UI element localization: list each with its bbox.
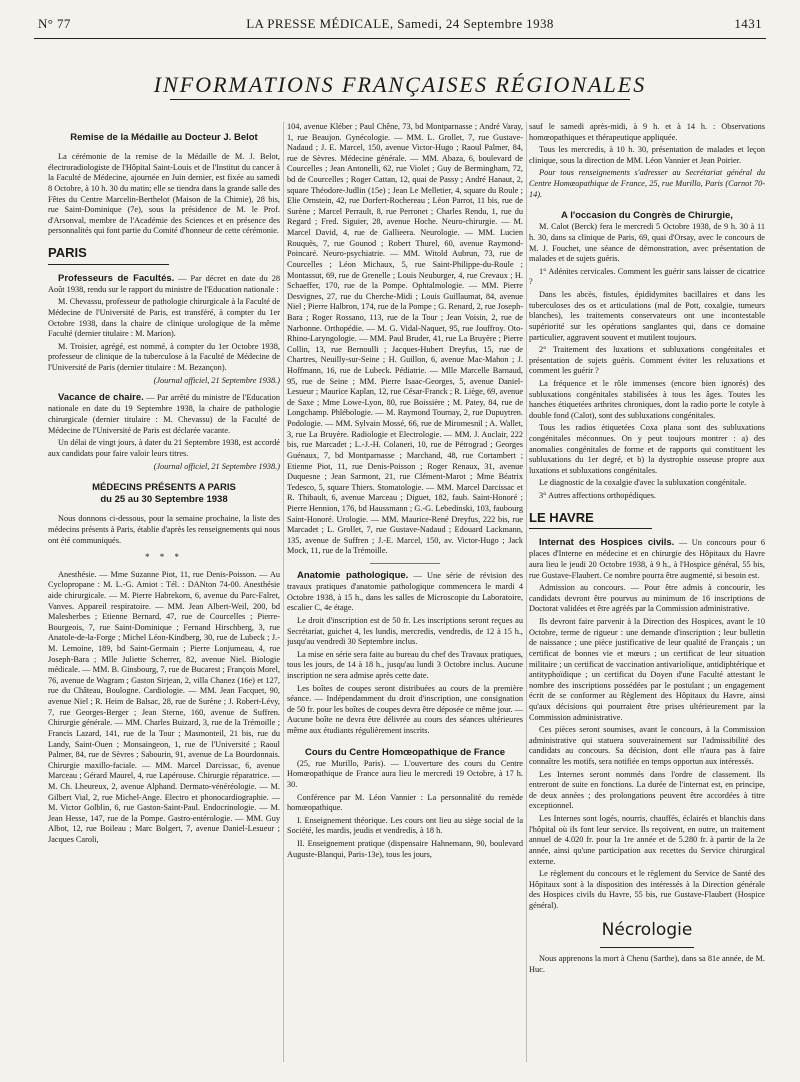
havre-p7: Le règlement du concours et le règlement du Service de Santé des Hôpitaux sont à la disposition des intéressés à la Direction générale des Hospices civils du Havre, 55 bis, rue Gustave-Flaubert (Hospice général). — [529, 869, 765, 910]
paris-rule — [48, 264, 169, 265]
professeurs-item-1: M. Chevassu, professeur de pathologie chirurgicale à la Faculté de Médecine de l'Université de Paris, est transféré, à compter du 1er Octobre 1938, dans la chaire de clinique urologique de la même Faculté (dernier titulaire : M. Marion). — [48, 297, 280, 339]
anatomie-text: — Une série de révision des travaux pratiques d'anatomie pathologique commencera le mardi 4 Octobre 1938, à 15 h., dans les salles de Microscopie du Laboratoire, escalier C, 4e étage. — [287, 570, 523, 613]
section-banner: INFORMATIONS FRANÇAISES RÉGIONALES — [153, 72, 647, 97]
vacance-source: (Journal officiel, 21 Septembre 1938.) — [153, 461, 280, 471]
belot-text: La cérémonie de la remise de la Médaille de M. J. Belot, électroradiologiste de l'Hôpital Saint-Louis et de l'Institut du cancer à la Faculté de Médecine, ajournée en Juin dernier, est fixée au samedi 8 Octobre, à 10 h. 30 du matin; elle se tiendra dans la grande salle des Fêtes du Centre Marcelin-Berthelot (Maison de la Chimie), 28 bis, rue Saint-Dominique (7e), sous la présidence de M. le Prof. d'Arsonval, membre de l'Académie des Sciences et en présence des personnalités qui font partie du Comité d'honneur de cette cérémonie. — [48, 152, 280, 236]
homeo-continued: sauf le samedi après-midi, à 9 h. et à 14 h. : Observations homœopathiques et thérapeutique appliquée. — [529, 122, 765, 142]
header-rule — [34, 38, 766, 39]
page-header — [38, 14, 762, 34]
vacance-text: — Par arrêté du ministre de l'Education nationale en date du 19 Septembre 1938, la chaire de pathologie chirurgicale (dernier titulaire : M. Chevassu) de la Faculté de Médecine de l'Université de Paris est déclarée vacante. — [48, 393, 280, 435]
homeo-continued-2: Tous les mercredis, à 10 h. 30, présentation de malades et leçon clinique, sous la direction de MM. Léon Vannier et Jean Poirier. — [529, 145, 765, 165]
anatomie-p2: Le droit d'inscription est de 50 fr. Les inscriptions seront reçues au Secrétariat, guichet 4, les lundis, mercredis, vendredis, de 12 à 15 h., jusqu'au vendredi 30 Septembre inclus. — [287, 615, 523, 647]
chirurgie-p2: Dans les abcès, fistules, épididymites bacillaires et dans les tuberculoses des os et articulations (mal de Pott, coxalgie, tumeurs blanches), les traitements conservateurs ont une incontestable supériorité sur les opérations sanglantes qui, dans ce domaine particulier, aggravent souvent et mutilent toujours. — [529, 290, 765, 342]
havre-p6: Les Internes sont logés, nourris, chauffés, éclairés et blanchis dans l'hôpital où ils font leur service. Ils reçoivent, en outre, un traitement annuel de 4.020 fr. pour la 1re année et de 5.280 fr. à partir de la 2e année, ainsi qu'une participation aux recettes du Service chirurgical externe. — [529, 814, 765, 866]
medecins-list: Anesthésie. — Mme Suzanne Piot, 11, rue Denis-Poisson. — Au Cyclopropane : M. L.-G. Amiot : Tél. : DANton 74-00. Anesthésie aide chirurgicale. — M. Pierre Habrekorn, 6, avenue du Parc-Falret, Vanves. Appareil respiratoire. — MM. Jean Albert-Weil, 200, bd Malesherbes ; Etienne Bernard, 47, rue de Courcelles ; Pierre-Bourgeois, 7, rue Saint-Dominique ; Fernand Hirschberg, 3, rue Anatole-de-la-Forge ; Michel Léon-Kindberg, 30, rue de Lubeck ; J.-M. Lemoine, 189, bd Saint-Germain ; Pierre Lonjumeau, 4, rue Joseph-Bara ; Mlle Juliette Scherrer, 82, avenue Niel. Biologie médicale. — MM. B. Ginsbourg, 7, rue de Bucarest ; François Morel, 76, avenue de Wagram ; Gaston Sirjean, 2, villa Chanez (16e) et 127, rue du Château, Boulogne. Cardiologie. — MM. Jean Facquet, 90, avenue Niel ; R. Heim de Balsac, 28, rue de Surène ; J. Robert-Lévy, 7, rue Georges-Berger ; Jean Sterne, 160, avenue de Suffren. Chirurgie générale. — MM. Charles Buizard, 3, rue de la Trémoille ; Francis Lazard, 141, rue de la Tour ; Masmonteil, 21 bis, rue du Landy, Saint-Ouen ; Monsaingeon, 1, rue de l'Université ; Raoul Palmer, 84, rue de Sèvres ; Sabourin, 91, avenue de La Bourdonnais. Chirurgie maxillo-faciale. — MM. Marcel Darcissac, 6, avenue Marceau ; Gérard Maurel, 4, rue Lapérouse. Chirurgie réparatrice. — M. Ch. Lheureux, 2, avenue Alphand. Dermato-vénéréologie. — M. Gilbert Vial, 2, rue Michel-Ange. Electro et phonocardiographie. — M. Victor Golblin, 6, rue Gaston-Saint-Paul. Endocrinologie. — M. Jean Hesse, 147, rue de la Pompe. Gastro-entérologie. — MM. Guy Albot, 12, rue Boileau ; Marc Bolgert, 7, avenue Daniel-Lesueur ; Jacques Caroli, — [48, 569, 280, 844]
chirurgie-p3: 2° Traitement des luxations et subluxations congénitales et présentation de sujets guéris. Comment éviter les reluxations et comment les guérir ? — [529, 345, 765, 376]
medecins-dates: du 25 au 30 Septembre 1938 — [100, 494, 228, 506]
medecins-list-continued: 104, avenue Kléber ; Paul Chêne, 73, bd Montparnasse ; André Varay, 1, rue Beaujon. Gynécologie. — MM. L. Grollet, 7, rue Gustave-Nadaud ; J. E. Marcel, 150, avenue Victor-Hugo ; Raoul Palmer, 84, rue de Sèvres. Médecine générale. — MM. Abaza, 6, boulevard de Courcelles ; Jean Antonelli, 62, rue Violet ; Guy de Bermingham, 72, bd de Courcelles ; Roger Cattan, 12, quai de Passy ; André Hanaut, 2, square Théodore-Judlin (15e) ; Jean Le Melletier, 4, square du Roule ; Elie Ornstein, 42, rue Dorfert-Rochereau ; Léon Parrot, 11 bis, rue de Surène ; Marcel Perrault, 8, rue Perronet ; Charles Rendu, 1, rue du Regard ; Fred. Siguier, 28, avenue Hoche. Neuro-chirurgie. — M. Marcel David, 4, rue de Gallieera. Neurologie. — MM. Lucien Rouquès, 7, rue Gounod ; Robert Thurel, 60, avenue Raymond-Poincaré. Neuro-psychiatrie. — MM. Witold Aubrun, 73, rue de Courcelles ; Léon Michaux, 5, rue Saint-Philippe-du-Roule ; Montassut, 69, rue de Grenelle ; Louis Neuburger, 4, rue Crevaux ; H. Schaeffer, 170, rue de la Pompe. Ophtalmologie. — MM. Pierre Desvignes, 27, rue du Cherche-Midi ; Louis Guillaumat, 84, avenue Niel ; Pierre Halbron, 174, rue de la Pompe ; G. Renard, 2, rue Joseph-Bara ; Roger Rossano, 113, rue de la Tour ; Jean Voisin, 2, rue de Narbonne. Orthopédie. — M. G. Vidal-Naquet, 95, rue Jouffroy. Oto-Rhino-Laryngologie. — MM. Paul Bruder, 41, rue La Bruyère ; Pierre Collin, 13, rue Bernoulli ; Jacques-Hubert Dreyfus, 15, rue de Chartres, Neuilly-sur-Seine ; H. Guillon, 6, avenue Mac-Mahon ; J. Hoffmann, 16, rue de Lubeck. Pédiatrie. — Mlle Marcelle Barnaud, 95, rue de Seine ; MM. Pierre Isaac-Georges, 5, avenue Daniel-Lesueur ; Maurice Kaplan, 12, rue César-Franck ; R. Liège, 69, avenue de Saxe ; Mme Lowe-Lyon, 80, rue Boissière ; M. Patey, 84, rue de Longchamp. Phlébologie. — M. Raymond Tournay, 2, rue Dupuytren. Podologie. — MM. Sylvain Mossé, 66, rue de Miromesnil ; A. Wallet, 3, rue La Bruyère. Radiologie et Electrologie. — MM. J. Auclair, 222 bis, rue Marcadet ; L.-J.-H. Colaneri, 10, rue de Pétrograd ; Georges Guénaux, 7, bd Montparnasse ; Marchand, 48, rue Cortambert ; Etienne Piot, 11, rue Denis-Poisson ; Roger Renaux, 31, avenue Duquesne ; Jean Sarmont, 21, rue Clément-Marot ; Mme Béatrix Tedesco, 5, square Thiers. Stomatologie. — MM. Marcel Darcissac et R. Thibault, 6, avenue Marceau ; Diguet, 182, faub. Saint-Honoré ; Pierre Hennion, 176, bd Haussmann ; G.-G. Lebedinski, 103, faubourg Saint-Honoré. Urologie. — MM. Maurice-René Dreyfus, 222 bis, rue Marcadet ; L. Grollet, 7, rue Gustave-Nadaud ; Edouard Lackmann, 135, avenue de Suffren ; J.-E. Marcel, 150, av. Victor-Hugo ; Jack Mock, 11, rue de la Trémoille. — [287, 122, 523, 556]
professeurs-source: (Journal officiel, 21 Septembre 1938.) — [153, 375, 280, 385]
internat-text: — Un concours pour 6 places d'Interne en médecine et en chirurgie des Hôpitaux du Havre aura lieu le jeudi 20 Octobre 1938, à 9 h., à l'Hospice général, 55 bis, rue Gustave-Flaubert. Ce nombre pourra être augmenté, si besoin est. — [529, 538, 765, 580]
havre-p4: Ces pièces seront soumises, avant le concours, à la Commission administrative qui statuera souverainement sur l'admissibilité des candidats au concours. Sa décision, dont elle n'aura pas à faire connaître les motifs, sera notifiée en temps opportun aux intéressés. — [529, 725, 765, 767]
necrologie-rule — [600, 947, 694, 948]
homeo-text: (25, rue Murillo, Paris). — L'ouverture des cours du Centre Homœopathique de France aura lieu le mercredi 19 Octobre, à 17 h. 30. — [287, 758, 523, 790]
chirurgie-p6: Le diagnostic de la coxalgie d'avec la subluxation congénitale. — [539, 478, 747, 488]
journal-title: LA PRESSE MÉDICALE, Samedi, 24 Septembre 1938 — [246, 16, 554, 31]
banner-rule — [170, 99, 630, 100]
chirurgie-p1: 1° Adénites cervicales. Comment les guérir sans laisser de cicatrice ? — [529, 266, 765, 287]
homeo-p2: Conférence par M. Léon Vannier : La personnalité du remède homœopathique. — [287, 792, 523, 813]
anatomie-p3: La mise en série sera faite au bureau du chef des Travaux pratiques, tous les jours, de 14 à 18 h., jusqu'au lundi 3 Octobre inclus. Aucune inscription ne sera admise après cette date. — [287, 649, 523, 681]
chirurgie-p5: Tous les radios étiquetées Coxa plana sont des subluxations congénitales méconnues. On y peut toujours montrer : a) des anomalies congénitales de forme et de rapports qui constituent les subluxations du 1er degré, et b) la dystrophie osseuse propre aux luxations et subluxations congénitales. — [529, 423, 765, 475]
issue-number: N° 77 — [38, 16, 71, 31]
vacance-delay: Un délai de vingt jours, à dater du 21 Septembre 1938, est accordé aux candidats pour faire valoir leurs titres. — [48, 438, 280, 458]
column-divider — [283, 122, 284, 1062]
stars-divider: * * * — [145, 552, 183, 563]
vacance-heading: Vacance de chaire. — [58, 392, 144, 404]
professeurs-text: — Par décret en date du 28 Août 1938, rendu sur le rapport du ministre de l'Education nationale : — [48, 273, 280, 294]
belot-title: Remise de la Médaille au Docteur J. Belot — [70, 132, 258, 143]
column-1 — [48, 122, 280, 1074]
havre-p2: Admission au concours. — Pour être admis à concourir, les candidats devront être pourvus au minimum de 16 inscriptions de Doctorat validées et être agréés par la Commission administrative. — [529, 583, 765, 614]
chirurgie-p4: La fréquence et le rôle immenses (encore bien ignorés) des subluxations congénitales stabilisées à tous les âges. Toutes les hanches étiquetées arthrites chroniques, dont la radio porte le cotyle à double fond (Calot), sont des subluxations congénitales. — [529, 378, 765, 420]
anatomie-heading: Anatomie pathologique. — [297, 569, 409, 581]
havre-rule — [529, 528, 652, 529]
paris-heading: PARIS — [48, 245, 87, 261]
medecins-title: MÉDECINS PRÉSENTS A PARIS — [92, 482, 236, 494]
internat-heading: Internat des Hospices civils. — [539, 537, 675, 549]
chirurgie-text: M. Calot (Berck) fera le mercredi 5 Octobre 1938, de 9 h. 30 à 11 h. 30, dans sa clinique de Paris, 69, quai d'Orsay, avec le concours de M. J. Fouchet, une séance de démonstration, avec présentation de malades et de sujets guéris. — [529, 222, 765, 264]
havre-heading: LE HAVRE — [529, 509, 594, 525]
homeo-p3: I. Enseignement théorique. Les cours ont lieu au siège social de la Société, les mardis, jeudis et vendredis, à 18 h. — [287, 815, 523, 836]
column-2 — [287, 122, 523, 1074]
homeo-continued-3: Pour tous renseignements s'adresser au Secrétariat général du Centre Homœopathique de France, 25, rue Murillo, Paris (Carnot 70-14). — [529, 168, 765, 199]
medecins-intro: Nous donnons ci-dessous, pour la semaine prochaine, la liste des médecins présents à Paris, établie d'après les renseignements qui nous ont été communiqués. — [48, 514, 280, 545]
professeurs-item-2: M. Troisier, agrégé, est nommé, à compter du 1er Octobre 1938, professeur de clinique de la tuberculose à la Faculté de Médecine de l'Université de Paris (dernier titulaire : M. Bezançon). — [48, 341, 280, 373]
section-rule — [370, 563, 441, 564]
column-divider — [526, 122, 527, 1062]
chirurgie-p7: 3° Autres affections orthopédiques. — [539, 491, 656, 501]
homeo-title: Cours du Centre Homœopathique de France — [304, 746, 506, 758]
page-number: 1431 — [734, 16, 762, 31]
necrologie-text: Nous apprenons la mort à Chenu (Sarthe), dans sa 81e année, de M. Huc. — [529, 954, 765, 974]
column-3 — [529, 122, 765, 1074]
necrologie-heading: Nécrologie — [601, 919, 693, 940]
havre-p3: Ils devront faire parvenir à la Direction des Hospices, avant le 10 Octobre, terme de rigueur : une demande d'inscription ; leur bulletin de naissance ; une pièce justificative de leur qualité de Français ; un certificat de bonnes vie et mœurs ; un certificat de leur situation militaire ; un certificat de vaccination antivariolique, antidiphtérique et antityphoïdique ; un certificat du Doyen d'une Faculté attestant le nombre des inscriptions possédées par le postulant ; un engagement écrit de se conformer au Règlement des Hôpitaux du Havre, ainsi qu'aux décisions qui pourraient être prises ultérieurement par la Commission administrative. — [529, 617, 765, 722]
homeo-p4: II. Enseignement pratique (dispensaire Hahnemann, 90, boulevard Auguste-Blanqui, Paris-13e), tous les jours, — [287, 839, 523, 859]
anatomie-p4: Les boîtes de coupes seront distribuées au cours de la première séance. — Indépendamment du droit d'inscription, une consignation de 50 fr. pour les boîtes de coupes devra être déposée ce même jour. — Aucune boîte ne devra être délivrée au cours des séances ultérieures même aux étudiants régulièrement inscrits. — [287, 683, 523, 736]
professeurs-heading: Professeurs de Facultés. — [58, 272, 175, 284]
chirurgie-title: A l'occasion du Congrès de Chirurgie, — [561, 210, 733, 222]
havre-p5: Les Internes seront nommés dans l'ordre de classement. Ils entreront de suite en fonctions. La durée de l'internat est, en principe, de deux années ; des prolongations peuvent être accordées à titre exceptionnel. — [529, 769, 765, 811]
